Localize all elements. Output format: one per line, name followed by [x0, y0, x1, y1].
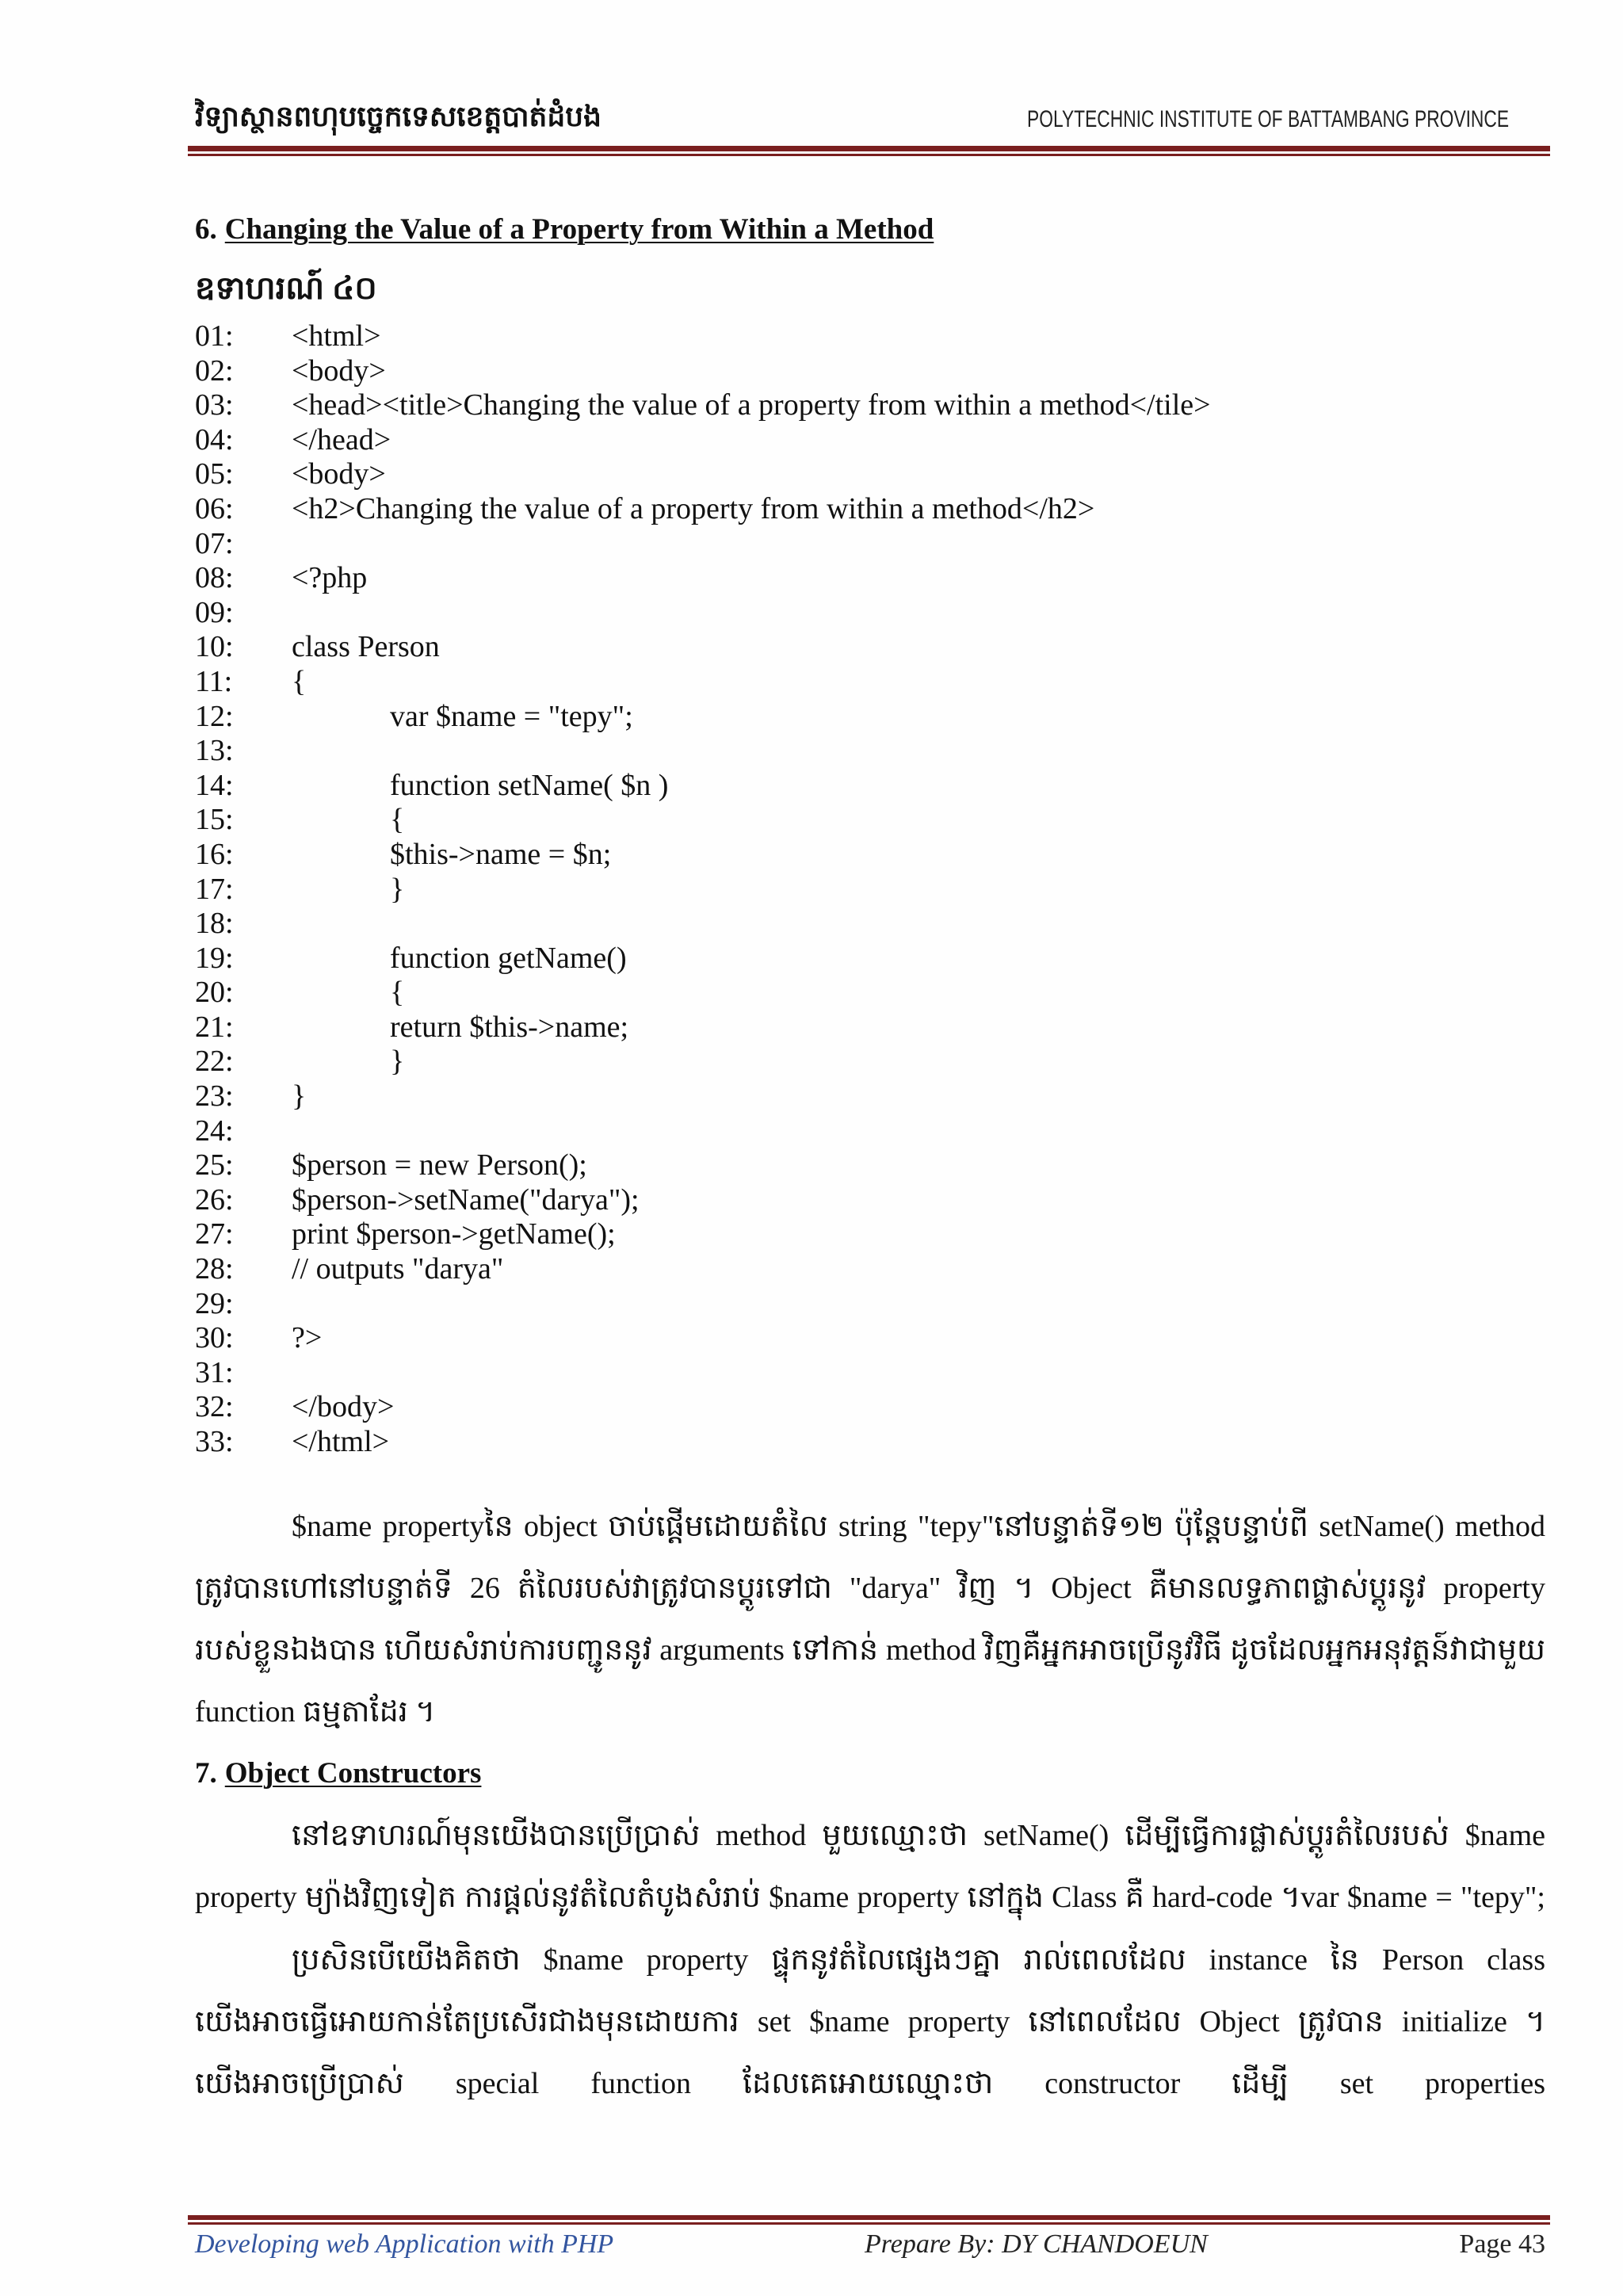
paragraph-line: របស់ខ្លួនឯងបាន ហើយសំរាប់ការបញ្ជូននូវ arguments ទៅកាន់ method វិញគឺអ្នកអាចប្រើនូវវិធី ដូចដែលអ្នកអនុវត្តន៍វាជាមួយ: [195, 1633, 1545, 1667]
code-line-text: ?>: [292, 1321, 323, 1355]
header-rule-thick: [188, 146, 1550, 151]
code-line: [195, 1356, 1545, 1391]
code-line-number: 02:: [195, 353, 234, 388]
paragraphs-2-3: [195, 1805, 1545, 2115]
paragraph-line: ត្រូវបានហៅនៅបន្ទាត់ទី 26 តំលៃរបស់វាត្រូវបានប្តូរទៅជា "darya" វិញ ។ Object គឺមានលទ្ធភាពផ្លាស់ប្តូរនូវ property: [195, 1572, 1545, 1605]
code-line: [195, 803, 1545, 838]
code-line: [195, 873, 1545, 907]
code-line-number: 23:: [195, 1079, 234, 1114]
code-line-text: print $person->getName();: [292, 1217, 616, 1251]
code-line-number: 13:: [195, 734, 234, 768]
code-line: [195, 1045, 1545, 1079]
code-line-number: 01:: [195, 319, 234, 353]
code-line: [195, 1252, 1545, 1287]
code-line-number: 27:: [195, 1217, 234, 1251]
code-line-number: 21:: [195, 1010, 234, 1044]
code-line: [195, 1287, 1545, 1322]
header-institute-khmer: វិទ្យាស្ថានពហុបច្ចេកទេសខេត្តបាត់ដំបង: [195, 101, 601, 133]
code-line-number: 15:: [195, 803, 234, 837]
code-line-number: 16:: [195, 837, 234, 871]
code-line-number: 10:: [195, 630, 234, 664]
code-line-number: 06:: [195, 491, 234, 525]
code-line-text: function setName( $n ): [292, 768, 669, 802]
code-line-number: 12:: [195, 699, 234, 733]
code-line: [195, 630, 1545, 665]
code-line-text: return $this->name;: [292, 1010, 629, 1044]
code-line-text: // outputs "darya": [292, 1252, 504, 1286]
paragraph-line: នៅឧទាហរណ៍មុនយើងបានប្រើប្រាស់ method មួយឈ្មោះថា setName() ដើម្បីធ្វើការផ្លាស់ប្តូរតំលៃរបស់ $name: [292, 1819, 1545, 1852]
paragraph-line: យើងអាចប្រើប្រាស់ special function ដែលគេអោយឈ្មោះថា constructor ដើម្បី set properties: [195, 2067, 1545, 2101]
code-line-number: 04:: [195, 422, 234, 457]
section-7-number: 7.: [195, 1757, 217, 1790]
section-7-heading: [195, 1756, 481, 1791]
code-line-text: <body>: [292, 457, 386, 491]
code-listing: [195, 319, 1545, 1460]
header-rule-thin: [188, 154, 1550, 156]
code-line: [195, 1183, 1545, 1218]
paragraph-line: ប្រសិនបើយើងគិតថា $name property ផ្ទុកនូវតំលៃផ្សេងៗគ្នា រាល់ពេលដែល instance នៃ Person class: [292, 1943, 1545, 1977]
code-line-text: </body>: [292, 1390, 395, 1424]
code-line-number: 11:: [195, 664, 233, 698]
code-line: [195, 1079, 1545, 1114]
footer-course-title: Developing web Application with PHP: [195, 2229, 614, 2259]
paragraph-1: [195, 1496, 1545, 1743]
code-line-text: <head><title>Changing the value of a property from within a method</tile>: [292, 388, 1211, 422]
example-label: ឧទាហរណ៍ ៤០: [195, 270, 377, 306]
header-institute-english: POLYTECHNIC INSTITUTE OF BATTAMBANG PROVINCE: [1026, 106, 1509, 132]
code-line: [195, 388, 1545, 423]
code-line: [195, 492, 1545, 527]
code-line: [195, 596, 1545, 631]
paragraph-line: យើងអាចធ្វើអោយកាន់តែប្រសើរជាងមុនដោយការ set $name property នៅពេលដែល Object ត្រូវបាន initialize ។: [195, 2004, 1545, 2038]
code-line: [195, 457, 1545, 492]
code-line-text: </html>: [292, 1425, 390, 1458]
code-line-number: 18:: [195, 907, 234, 941]
code-line: [195, 942, 1545, 976]
code-line-text: $person->setName("darya");: [292, 1182, 640, 1217]
code-line: [195, 1425, 1545, 1460]
code-line-text: <body>: [292, 353, 386, 388]
code-line-number: 24:: [195, 1114, 234, 1148]
code-line-text: <?php: [292, 561, 368, 595]
code-line: [195, 976, 1545, 1010]
code-line: [195, 907, 1545, 942]
code-line: [195, 734, 1545, 769]
code-line: [195, 354, 1545, 389]
code-line-text: function getName(): [292, 941, 627, 975]
code-line-text: $this->name = $n;: [292, 837, 612, 871]
paragraph-line: function ធម្មតាដែរ ។: [195, 1695, 436, 1729]
footer-rule-thin: [188, 2222, 1550, 2225]
code-line-text: {: [292, 803, 405, 837]
code-line: [195, 1390, 1545, 1425]
paragraph-line: $name propertyនៃ object ចាប់ផ្តើមដោយតំលៃ string "tepy"នៅបន្ទាត់ទី១២ ប៉ុន្តែបន្ទាប់ពី setName() method: [292, 1510, 1545, 1543]
code-line: [195, 1217, 1545, 1252]
section-7-title: Object Constructors: [224, 1757, 482, 1790]
code-line-number: 29:: [195, 1286, 234, 1320]
code-line-number: 20:: [195, 976, 234, 1010]
section-6-title: Changing the Value of a Property from Within a Method: [224, 213, 934, 246]
code-line-number: 28:: [195, 1252, 234, 1286]
code-line-number: 30:: [195, 1321, 234, 1355]
code-line: [195, 423, 1545, 458]
code-line-text: {: [292, 976, 405, 1010]
code-line-number: 19:: [195, 941, 234, 975]
code-line-number: 33:: [195, 1425, 234, 1458]
code-line-number: 14:: [195, 768, 234, 802]
code-line-number: 09:: [195, 595, 234, 629]
code-line-number: 22:: [195, 1045, 234, 1079]
code-line-number: 03:: [195, 388, 234, 422]
code-line-number: 07:: [195, 526, 234, 560]
code-line-text: }: [292, 872, 405, 906]
footer-page-number: Page 43: [1459, 2229, 1545, 2259]
code-line-number: 31:: [195, 1355, 234, 1389]
footer-author: Prepare By: DY CHANDOEUN: [865, 2229, 1208, 2259]
section-6-number: 6.: [195, 213, 217, 246]
footer-rule-thick: [188, 2215, 1550, 2220]
code-line: [195, 561, 1545, 596]
code-line: [195, 319, 1545, 354]
code-line: [195, 700, 1545, 735]
paragraph-line: property ម្យ៉ាងវិញទៀត ការផ្តល់នូវតំលៃតំបូងសំរាប់ $name property នៅក្នុង Class គឺ hard-code ។var $name = "tepy";: [195, 1881, 1545, 1915]
code-line-text: }: [292, 1045, 405, 1079]
code-line-number: 08:: [195, 561, 234, 595]
code-line-text: <h2>Changing the value of a property from within a method</h2>: [292, 491, 1095, 525]
section-6-heading: [195, 212, 934, 247]
code-line: [195, 1321, 1545, 1356]
code-line-text: {: [292, 664, 307, 698]
code-line: [195, 665, 1545, 700]
code-line-text: var $name = "tepy";: [292, 699, 633, 733]
code-line-text: class Person: [292, 630, 440, 664]
code-line-text: <html>: [292, 319, 381, 353]
code-line-text: $person = new Person();: [292, 1148, 587, 1182]
code-line: [195, 1114, 1545, 1149]
code-line: [195, 527, 1545, 562]
code-line: [195, 838, 1545, 873]
code-line: [195, 769, 1545, 804]
code-line-number: 05:: [195, 457, 234, 491]
code-line-number: 26:: [195, 1182, 234, 1217]
code-line-number: 17:: [195, 872, 234, 906]
code-line: [195, 1148, 1545, 1183]
code-line-text: }: [292, 1079, 307, 1114]
code-line-text: </head>: [292, 422, 391, 457]
code-line: [195, 1010, 1545, 1045]
code-line-number: 25:: [195, 1148, 234, 1182]
code-line-number: 32:: [195, 1390, 234, 1424]
